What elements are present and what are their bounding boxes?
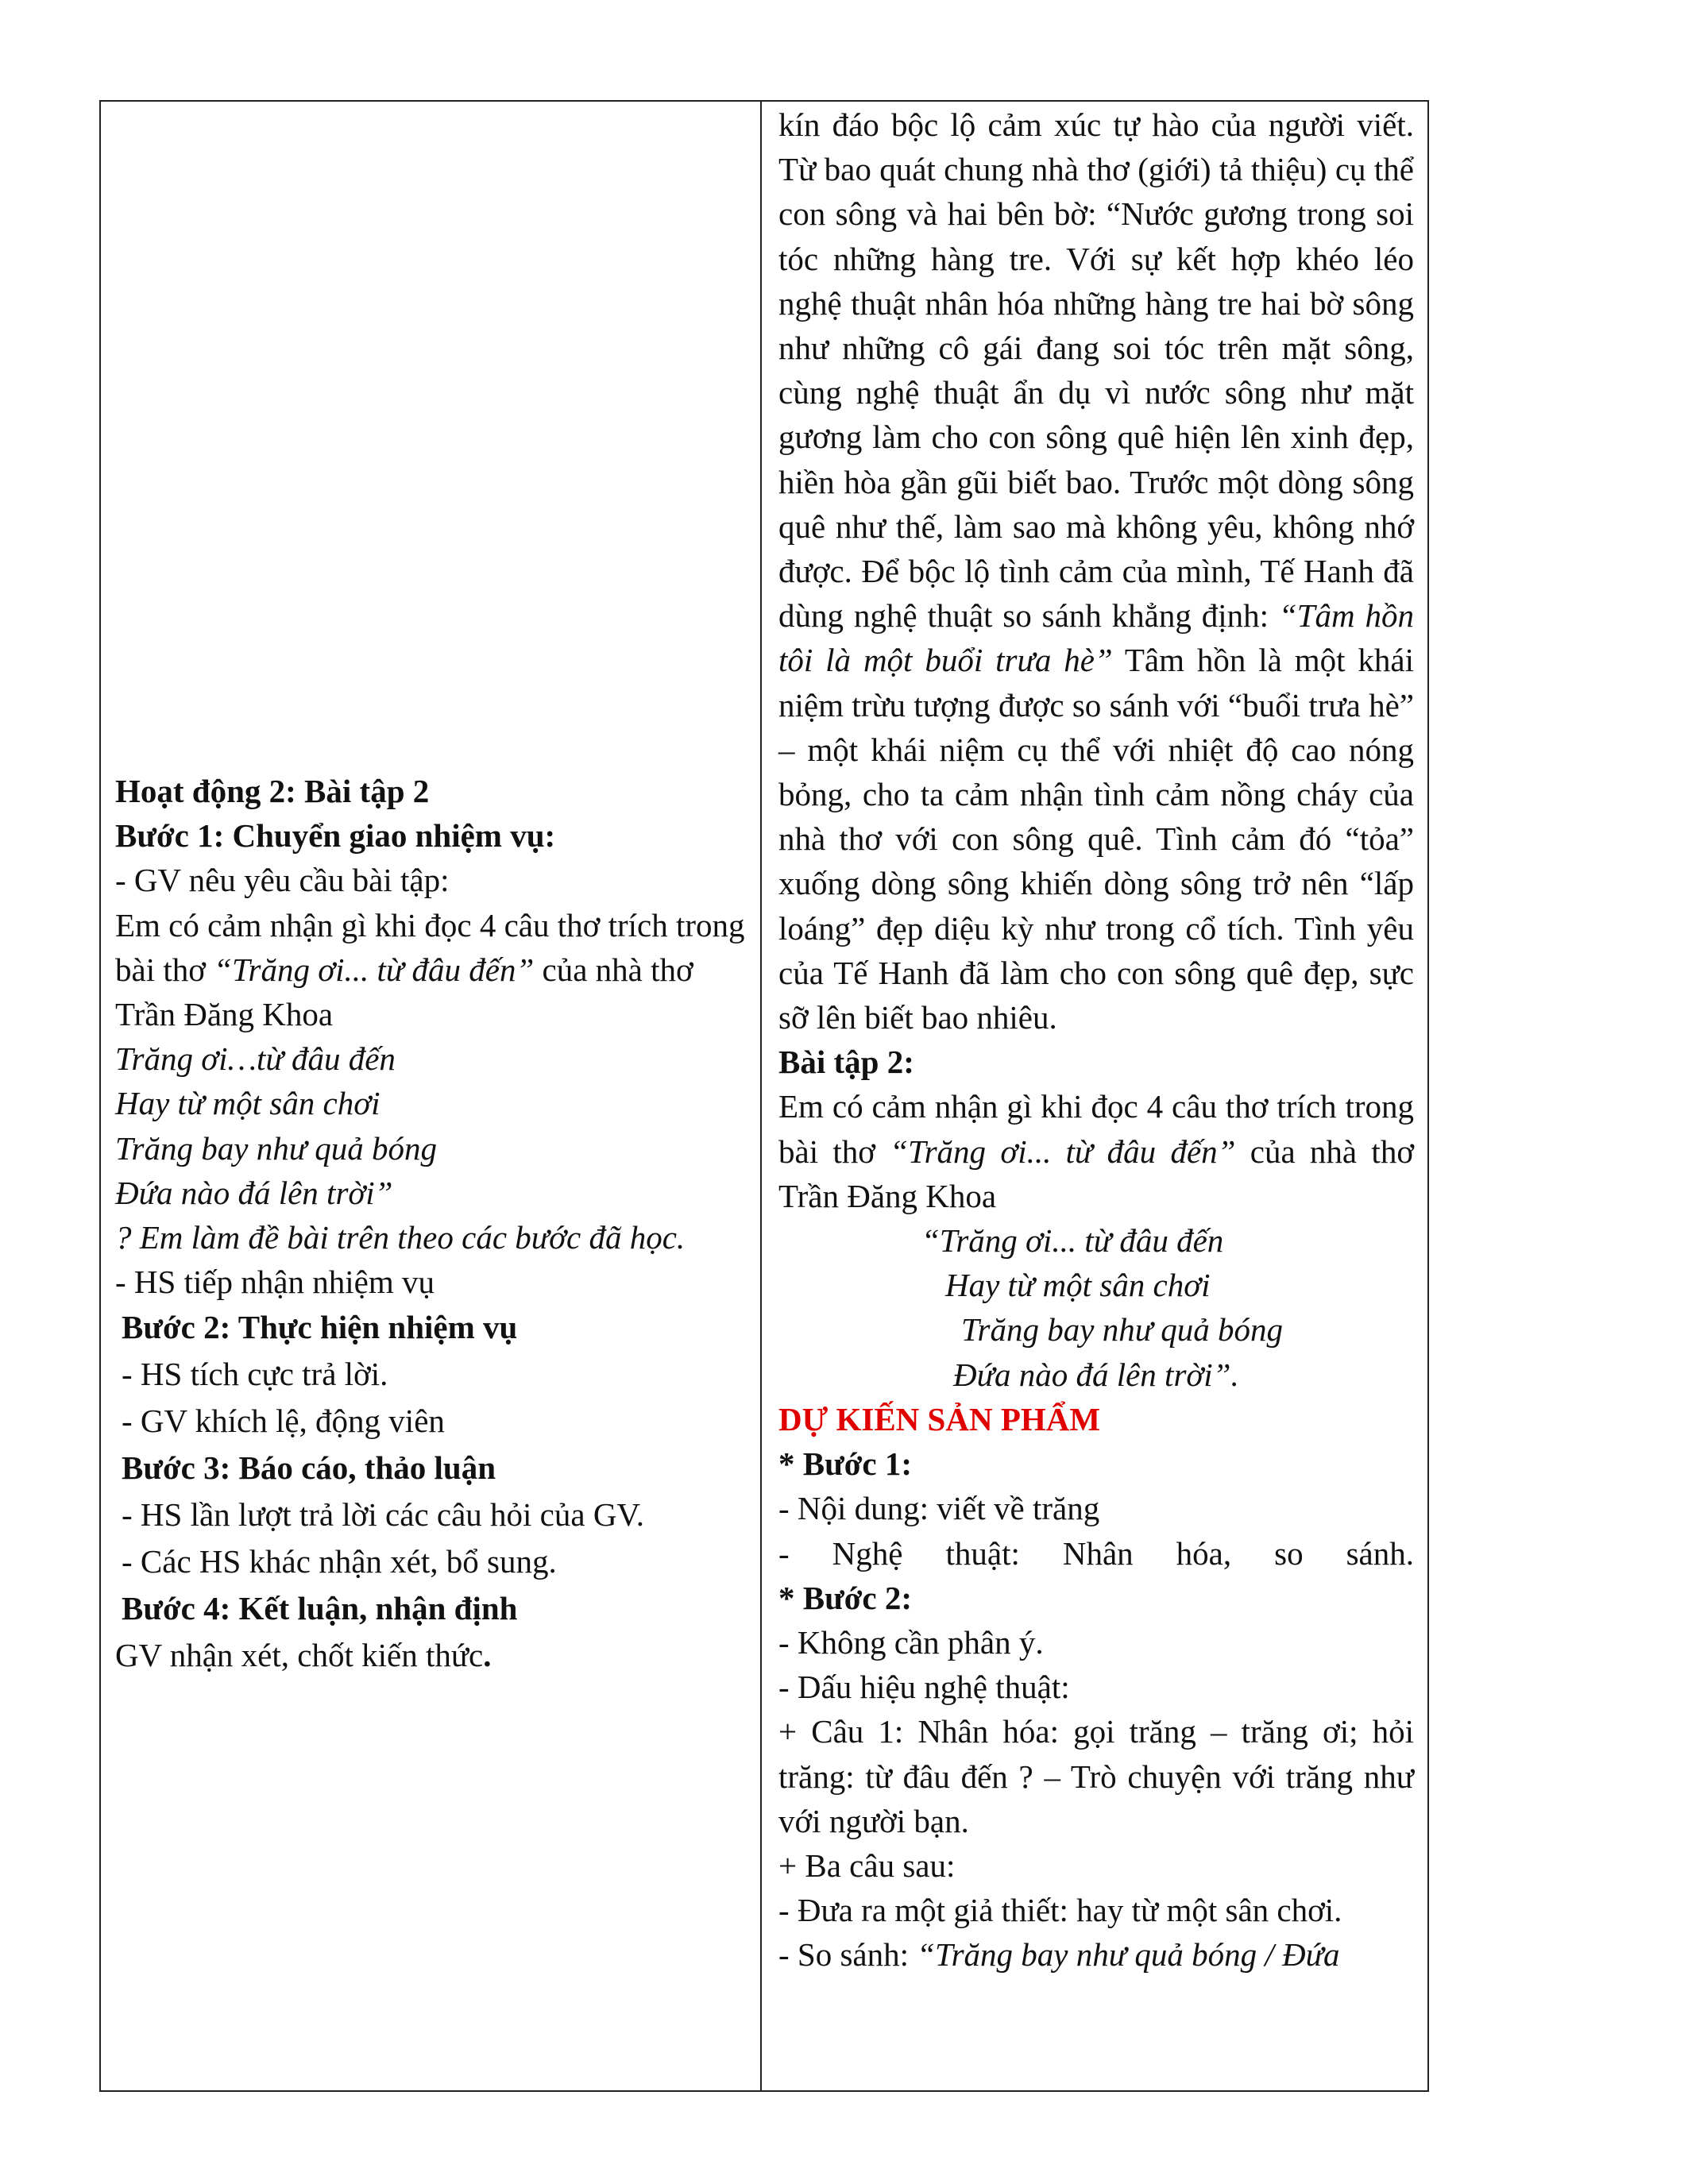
compare-quote: “Trăng bay như quả bóng / Đứa [917,1936,1340,1974]
poem-title: “Trăng ơi... từ đâu đến” [890,1133,1236,1170]
task-pre: Em có cảm nhận gì khi đọc 4 câu thơ trích trong bài thơ [115,906,745,988]
poem-line: Trăng bay như quả bóng [961,1311,1284,1349]
step3-title: Bước 3: Báo cáo, thảo luận [122,1449,496,1487]
step2-title: Bước 2: Thực hiện nhiệm vụ [122,1309,518,1346]
hs-receive: - HS tiếp nhận nhiệm vụ [115,1264,435,1301]
analysis-paragraph [778,102,1414,1040]
exercise-title: Bài tập 2: [778,1044,914,1081]
step1-title: Bước 1: Chuyển giao nhiệm vụ: [115,817,556,855]
content-line: - Nội dung: viết về trăng [778,1490,1100,1527]
step3-item: - HS lần lượt trả lời các câu hỏi của GV. [122,1496,645,1534]
task-paragraph [115,903,751,1037]
step3-item: - Các HS khác nhận xét, bổ sung. [122,1543,557,1580]
poem-line: Trăng bay như quả bóng [115,1129,438,1167]
step2-item: - HS tích cực trả lời. [122,1356,388,1393]
compare-line [778,1932,1414,1977]
three-lines-label: + Ba câu sau: [778,1846,956,1884]
poem-line: Trăng ơi…từ đâu đến [115,1040,396,1078]
poem-line: Đứa nào đá lên trời”. [953,1356,1239,1393]
line1-analysis: + Câu 1: Nhân hóa: gọi trăng – trăng ơi; hỏi trăng: từ đâu đến ? – Trò chuyện với trăng như với người bạn. [778,1713,1414,1839]
activity-heading: Hoạt động 2: Bài tập 2 [115,773,430,809]
poem-excerpt [115,1036,751,1215]
poem-title: “Trăng ơi... từ đâu đến” [214,951,535,988]
task-pre: Em có cảm nhận gì khi đọc 4 câu thơ trích trong bài thơ [778,1088,1414,1170]
hypothesis-line: - Đưa ra một giả thiết: hay từ một sân chơi. [778,1892,1342,1929]
analysis-quote: “Tâm hồn tôi là một buổi trưa hè” [778,597,1414,679]
analysis-part-a: kín đáo bộc lộ cảm xúc tự hào của người viết. Từ bao quát chung nhà thơ (giới) tả thiệu) cụ thể con sông và hai bên bờ: “Nước gương trong soi tóc những hàng tre. Với sự kết hợp khéo léo nghệ thuật nhân hóa những hàng tre hai bờ sông như những cô gái đang soi tóc trên mặt sông, cùng nghệ thuật ẩn dụ vì nước sông như mặt gương làm cho con sông quê hiện lên xinh đẹp, hiền hòa gần gũi biết bao. Trước một dòng sông quê như thế, làm sao mà không yêu, không nhớ được. Để bộc lộ tình cảm của mình, Tế Hanh đã dùng nghệ thuật so sánh khẳng định: [778,106,1414,635]
poem-line: “Trăng ơi... từ đâu đến [921,1222,1224,1260]
poem-excerpt-centered [778,1218,1414,1397]
question: ? Em làm đề bài trên theo các bước đã học. [115,1219,686,1256]
conclusion-dot: . [483,1637,492,1674]
left-column [115,769,751,1679]
step1-label: * Bước 1: [778,1445,913,1483]
compare-pre: - So sánh: [778,1936,917,1974]
step2-item: - GV khích lệ, động viên [122,1403,445,1440]
no-division-line: - Không cần phân ý. [778,1623,1044,1661]
step4-title: Bước 4: Kết luận, nhận định [122,1590,518,1627]
task-post: của nhà thơ Trần Đăng Khoa [115,951,693,1033]
art-signs-line: - Dấu hiệu nghệ thuật: [778,1669,1070,1706]
poem-line: Hay từ một sân chơi [115,1085,380,1122]
conclusion-text: GV nhận xét, chốt kiến thức [115,1637,484,1674]
exercise-task [778,1084,1414,1218]
art-line: - Nghệ thuật: Nhân hóa, so sánh. [778,1534,1414,1572]
poem-line: Hay từ một sân chơi [945,1267,1211,1304]
poem-line: Đứa nào đá lên trời” [115,1174,393,1211]
conclusion [115,1632,751,1679]
product-heading: DỰ KIẾN SẢN PHẨM [778,1400,1101,1437]
analysis-part-b: Tâm hồn là một khái niệm trừu tượng được so sánh với “buổi trưa hè” – một khái niệm cụ thể với nhiệt độ cao nóng bỏng, cho ta cảm nhận tình cảm nồng cháy của nhà thơ với con sông quê. Tình cảm đó “tỏa” xuống dòng sông khiến dòng sông trở nên “lấp loáng” đẹp diệu kỳ như trong cổ tích. Tình yêu của Tế Hanh đã làm cho con sông quê đẹp, sực sỡ lên biết bao nhiêu. [778,642,1414,1036]
right-column [778,102,1414,1978]
task-post: của nhà thơ Trần Đăng Khoa [778,1133,1414,1214]
gv-request: - GV nêu yêu cầu bài tập: [115,862,450,899]
column-divider [760,100,762,2092]
step2-label: * Bước 2: [778,1579,913,1616]
